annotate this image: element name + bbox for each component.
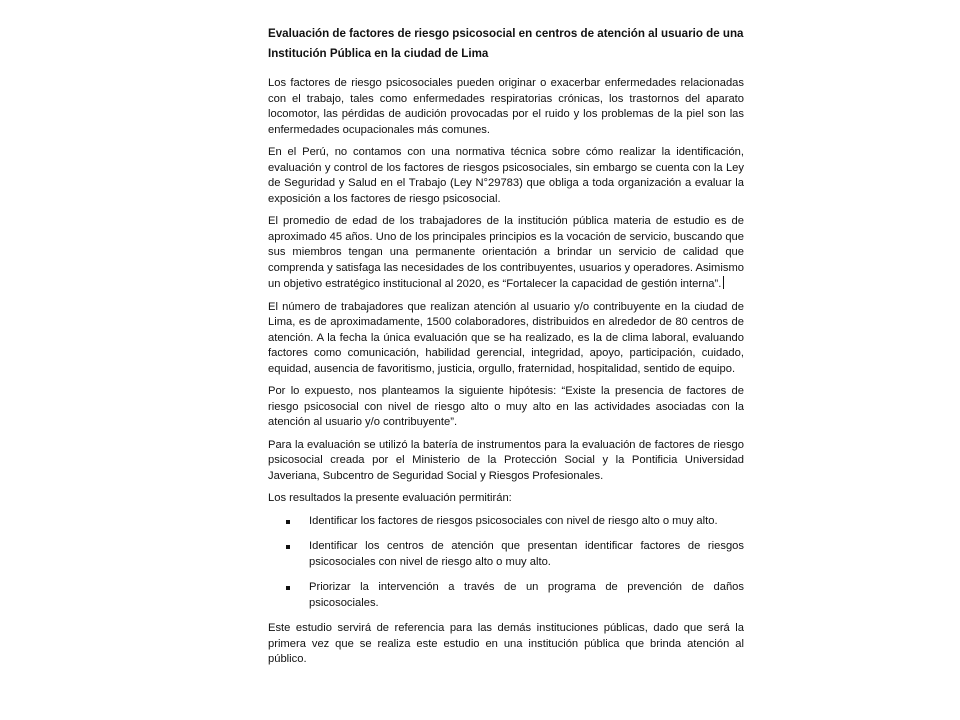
list-item — [268, 580, 744, 611]
paragraph-peru-law: En el Perú, no contamos con una normativa técnica sobre cómo realizar la identificación, evaluación y control de los factores de riesgos psicosociales, sin embargo se cuenta con la Ley de Seguridad y Salud en el Trabajo (Ley N°29783) que obliga a toda organización a evaluar la exposición a los factores de riesgo psicosocial. — [268, 146, 744, 205]
list-item — [268, 514, 744, 530]
document-title: Evaluación de factores de riesgo psicosocial en centros de atención al usuario de una Institución Pública en la ciudad de Lima — [268, 27, 744, 60]
paragraph-closing: Este estudio servirá de referencia para las demás instituciones públicas, dado que será la primera vez que se realiza este estudio en una institución pública que brinda atención al público. — [268, 622, 744, 665]
paragraph-instruments: Para la evaluación se utilizó la batería de instrumentos para la evaluación de factores de riesgo psicosocial creada por el Ministerio de la Protección Social y la Pontificia Universidad Javeriana, Subcentro de Seguridad Social y Riesgos Profesionales. — [268, 438, 744, 482]
list-item-text: Priorizar la intervención a través de un programa de prevención de daños psicosociales. — [309, 581, 744, 609]
results-list — [268, 514, 744, 612]
paragraph-risk-factors: Los factores de riesgo psicosociales pueden originar o exacerbar enfermedades relacionadas con el trabajo, tales como enfermedades respiratorias crónicas, los trastornos del aparato locomotor, las pérdidas de audición provocadas por el ruido y los problemas de la piel son las enfermedades ocupacionales más comunes. — [268, 77, 744, 136]
list-item-text: Identificar los centros de atención que presentan identificar factores de riesgos psicosociales con nivel de riesgo alto o muy alto. — [309, 540, 744, 568]
list-item-text: Identificar los factores de riesgos psicosociales con nivel de riesgo alto o muy alto. — [309, 514, 718, 527]
paragraph-institution-text: El promedio de edad de los trabajadores de la institución pública materia de estudio es de aproximado 45 años. Uno de los principales principios es la vocación de servicio, buscando que sus miembros tengan una permanente orientación a brindar un servicio de calidad que comprenda y satisfaga las necesidades de los contribuyentes, usuarios y operadores. Asimismo un objetivo estratégico institucional al 2020, es “Fortalecer la capacidad de gestión interna”. — [268, 215, 744, 290]
paragraph-hypothesis: Por lo expuesto, nos planteamos la siguiente hipótesis: “Existe la presencia de factores de riesgo psicosocial con nivel de riesgo alto o muy alto en las actividades asociadas con la atención al usuario y/o contribuyente”. — [268, 385, 744, 428]
list-item — [268, 539, 744, 570]
document-page — [268, 24, 744, 675]
paragraph-institution — [268, 214, 744, 293]
square-bullet-icon — [286, 586, 290, 590]
paragraph-workers: El número de trabajadores que realizan atención al usuario y/o contribuyente en la ciudad de Lima, es de aproximadamente, 1500 colaboradores, distribuidos en alrededor de 80 centros de atención. A la fecha la única evaluación que se ha realizado, es la de clima laboral, evaluando factores como comunicación, habilidad gerencial, integridad, apoyo, participación, cuidado, equidad, ausencia de favoritismo, justicia, orgullo, fraternidad, hospitalidad, sentido de equipo. — [268, 300, 744, 375]
text-cursor — [723, 276, 724, 289]
square-bullet-icon — [286, 520, 290, 524]
paragraph-results-intro: Los resultados la presente evaluación permitirán: — [268, 492, 512, 504]
square-bullet-icon — [286, 545, 290, 549]
